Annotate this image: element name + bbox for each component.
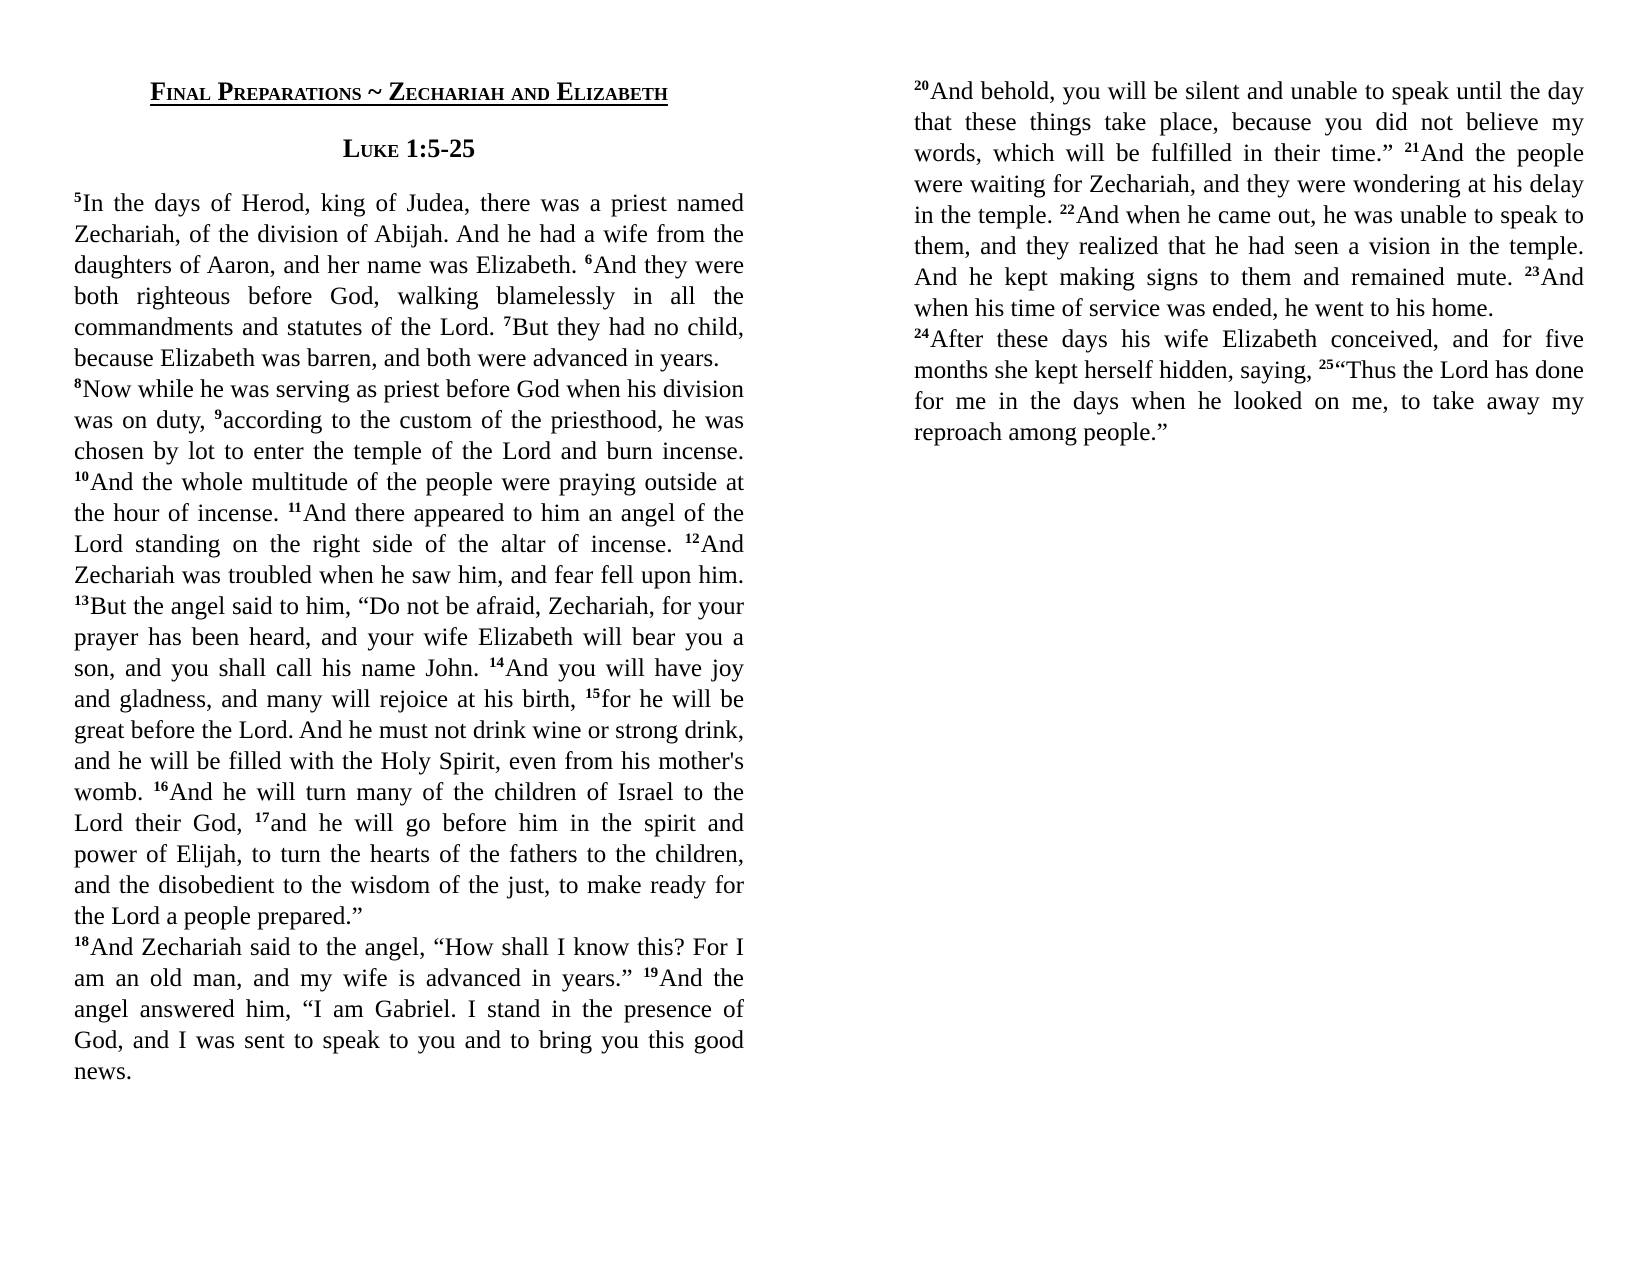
verse-number: 22 [1059,201,1075,218]
verse-number: 10 [74,468,89,485]
verse-number: 6 [584,251,593,268]
verse-number: 19 [643,964,659,981]
verse-number: 5 [74,189,82,206]
verse-number: 11 [287,499,302,516]
verse-number: 9 [214,406,223,423]
verse-number: 20 [914,77,929,94]
verse-number: 21 [1404,139,1420,156]
left-column [74,76,744,1087]
verse-text: And the people were waiting for Zechariah, and they were wondering at his delay in the temple. [914,140,1584,229]
verse-text: And the angel answered him, “I am Gabriel. I stand in the presence of God, and I was sent to speak to you and to bring you this good news. [74,965,744,1085]
paragraph-verses-8-17 [74,374,744,932]
scripture-reference: Luke 1:5-25 [342,134,476,163]
verse-text: But the angel said to him, “Do not be afraid, Zechariah, for your prayer has been heard, and your wife Elizabeth will bear you a son, and you shall call his name John. [74,593,744,682]
verse-number: 13 [74,592,89,609]
verse-text: After these days his wife Elizabeth conceived, and for five months she kept herself hidden, saying, [914,326,1584,384]
verse-number: 15 [585,685,601,702]
verse-number: 25 [1318,356,1334,373]
verse-text: And behold, you will be silent and unable to speak until the day that these things take place, because you did not believe my words, which will be fulfilled in their time.” [914,78,1584,167]
verse-number: 24 [914,325,929,342]
verse-number: 7 [503,313,511,330]
verse-text: And they were both righteous before God, walking blamelessly in all the commandments and statutes of the Lord. [74,252,744,341]
verse-text: “Thus the Lord has done for me in the days when he looked on me, to take away my reproach among people.” [914,357,1584,446]
verse-text: In the days of Herod, king of Judea, there was a priest named Zechariah, of the division of Abijah. And he had a wife from the daughters of Aaron, and her name was Elizabeth. [74,190,744,279]
verse-number: 14 [489,654,505,671]
verse-number: 23 [1524,263,1540,280]
verse-number: 18 [74,933,89,950]
verse-text: And there appeared to him an angel of the Lord standing on the right side of the altar of incense. [74,500,744,558]
verse-text: according to the custom of the priesthood, he was chosen by lot to enter the temple of the Lord and burn incense. [74,407,744,465]
paragraph-verses-5-7 [74,188,744,374]
verse-number: 12 [684,530,700,547]
paragraph-verses-24-25 [914,324,1584,448]
verse-text: But they had no child, because Elizabeth was barren, and both were advanced in years. [74,314,744,372]
verse-text: And when his time of service was ended, he went to his home. [914,264,1584,322]
verse-text: And when he came out, he was unable to speak to them, and they realized that he had seen a vision in the temple. And he kept making signs to them and remained mute. [914,202,1585,291]
right-column [914,76,1584,448]
verse-text: And Zechariah was troubled when he saw him, and fear fell upon him. [74,531,744,589]
verse-text: And you will have joy and gladness, and many will rejoice at his birth, [74,655,745,713]
paragraph-verses-18-23 [74,932,744,1087]
verse-number: 17 [254,809,270,826]
verse-text: And he will turn many of the children of Israel to the Lord their God, [74,779,745,837]
verse-text: And Zechariah said to the angel, “How shall I know this? For I am an old man, and my wife is advanced in years.” [74,934,744,992]
verse-number: 16 [153,778,169,795]
verse-text: Now while he was serving as priest before God when his division was on duty, [74,376,744,434]
verse-number: 8 [74,375,82,392]
paragraph-verses-18-23-continued [914,76,1584,324]
verse-text: And the whole multitude of the people were praying outside at the hour of incense. [74,469,744,527]
section-title: Final Preparations ~ Zechariah and Elizabeth [150,77,668,106]
verse-text: for he will be great before the Lord. And he must not drink wine or strong drink, and he will be filled with the Holy Spirit, even from his mother's womb. [74,686,744,806]
verse-text: and he will go before him in the spirit and power of Elijah, to turn the hearts of the fathers to the children, and the disobedient to the wisdom of the just, to make ready for the Lord a people prepared.” [74,810,744,930]
